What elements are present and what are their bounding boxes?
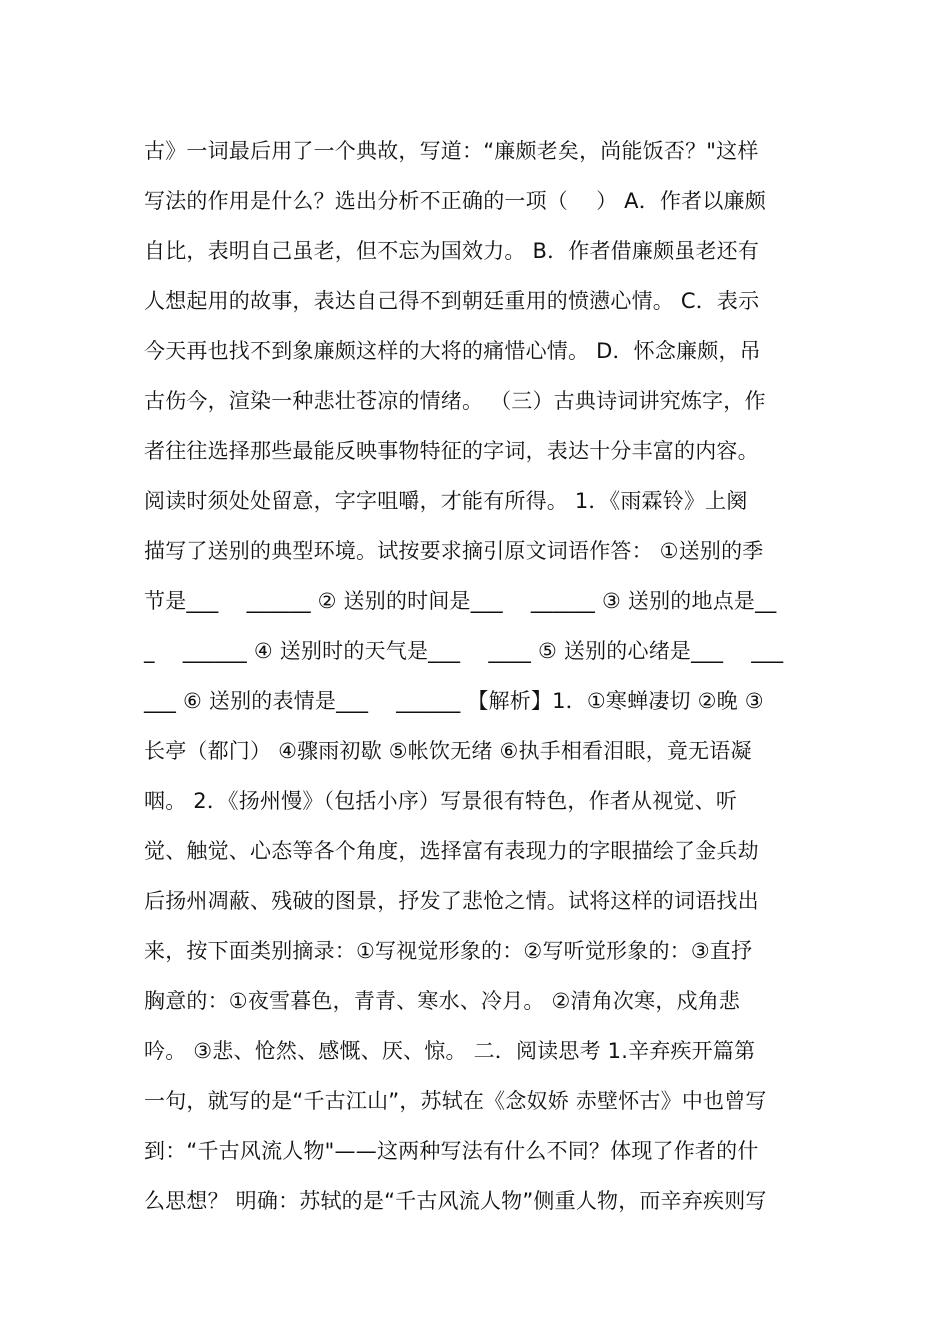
text-line: 到：“千古风流人物"——这两种写法有什么不同？体现了作者的什 [144,1139,759,1163]
body-text [144,126,814,1226]
text-line: 么思想？ 明确：苏轼的是“千古风流人物”侧重人物，而辛弃疾则写 [144,1189,767,1213]
text-line: 来，按下面类别摘录：①写视觉形象的：②写听觉形象的：③直抒 [144,939,753,963]
text-line: 节是___ ______ ② 送别的时间是___ ______ ③ 送别的地点是__ [144,589,777,613]
text-line: ___ ⑥ 送别的表情是___ ______ 【解析】1．①寒蝉凄切 ②晚 ③ [144,689,764,713]
text-line: 后扬州凋蔽、残破的图景，抒发了悲怆之情。试将这样的词语找出 [144,889,759,913]
text-line: 今天再也找不到象廉颇这样的大将的痛惜心情。 D．怀念廉颇，吊 [144,339,761,363]
text-line: 者往往选择那些最能反映事物特征的字词，表达十分丰富的内容。 [144,439,759,463]
text-line: 古伤今，渲染一种悲壮苍凉的情绪。 （三）古典诗词讲究炼字，作 [144,389,766,413]
text-line: 阅读时须处处留意，字字咀嚼，才能有所得。 1．《雨霖铃》上阕 [144,489,748,513]
text-line: 古》一词最后用了一个典故，写道：“廉颇老矣，尚能饭否？"这样 [144,139,759,163]
text-line: 觉、触觉、心态等各个角度，选择富有表现力的字眼描绘了金兵劫 [144,839,759,863]
text-line: 长亭（都门） ④骤雨初歇 ⑤帐饮无绪 ⑥执手相看泪眼，竟无语凝 [144,739,752,763]
text-line: 自比，表明自己虽老，但不忘为国效力。 B．作者借廉颇虽老还有 [144,239,760,263]
text-line: 一句，就写的是“千古江山”，苏轼在《念奴娇 赤壁怀古》中也曾写 [144,1089,767,1113]
text-line: 人想起用的故事，表达自己得不到朝廷重用的愤懑心情。 C．表示 [144,289,760,313]
text-line: 写法的作用是什么？选出分析不正确的一项（ ） A．作者以廉颇 [144,189,766,213]
text-line: 吟。 ③悲、怆然、感慨、厌、惊。 二．阅读思考 1.辛弃疾开篇第 [144,1039,756,1063]
text-line: 咽。 2．《扬州慢》（包括小序）写景很有特色，作者从视觉、听 [144,789,738,813]
text-line: _ ______ ④ 送别时的天气是___ ____ ⑤ 送别的心绪是___ ___ [144,639,784,663]
text-line: 描写了送别的典型环境。试按要求摘引原文词语作答： ①送别的季 [144,539,764,563]
text-line: 胸意的：①夜雪暮色，青青、寒水、冷月。 ②清角次寒，戍角悲 [144,989,741,1013]
